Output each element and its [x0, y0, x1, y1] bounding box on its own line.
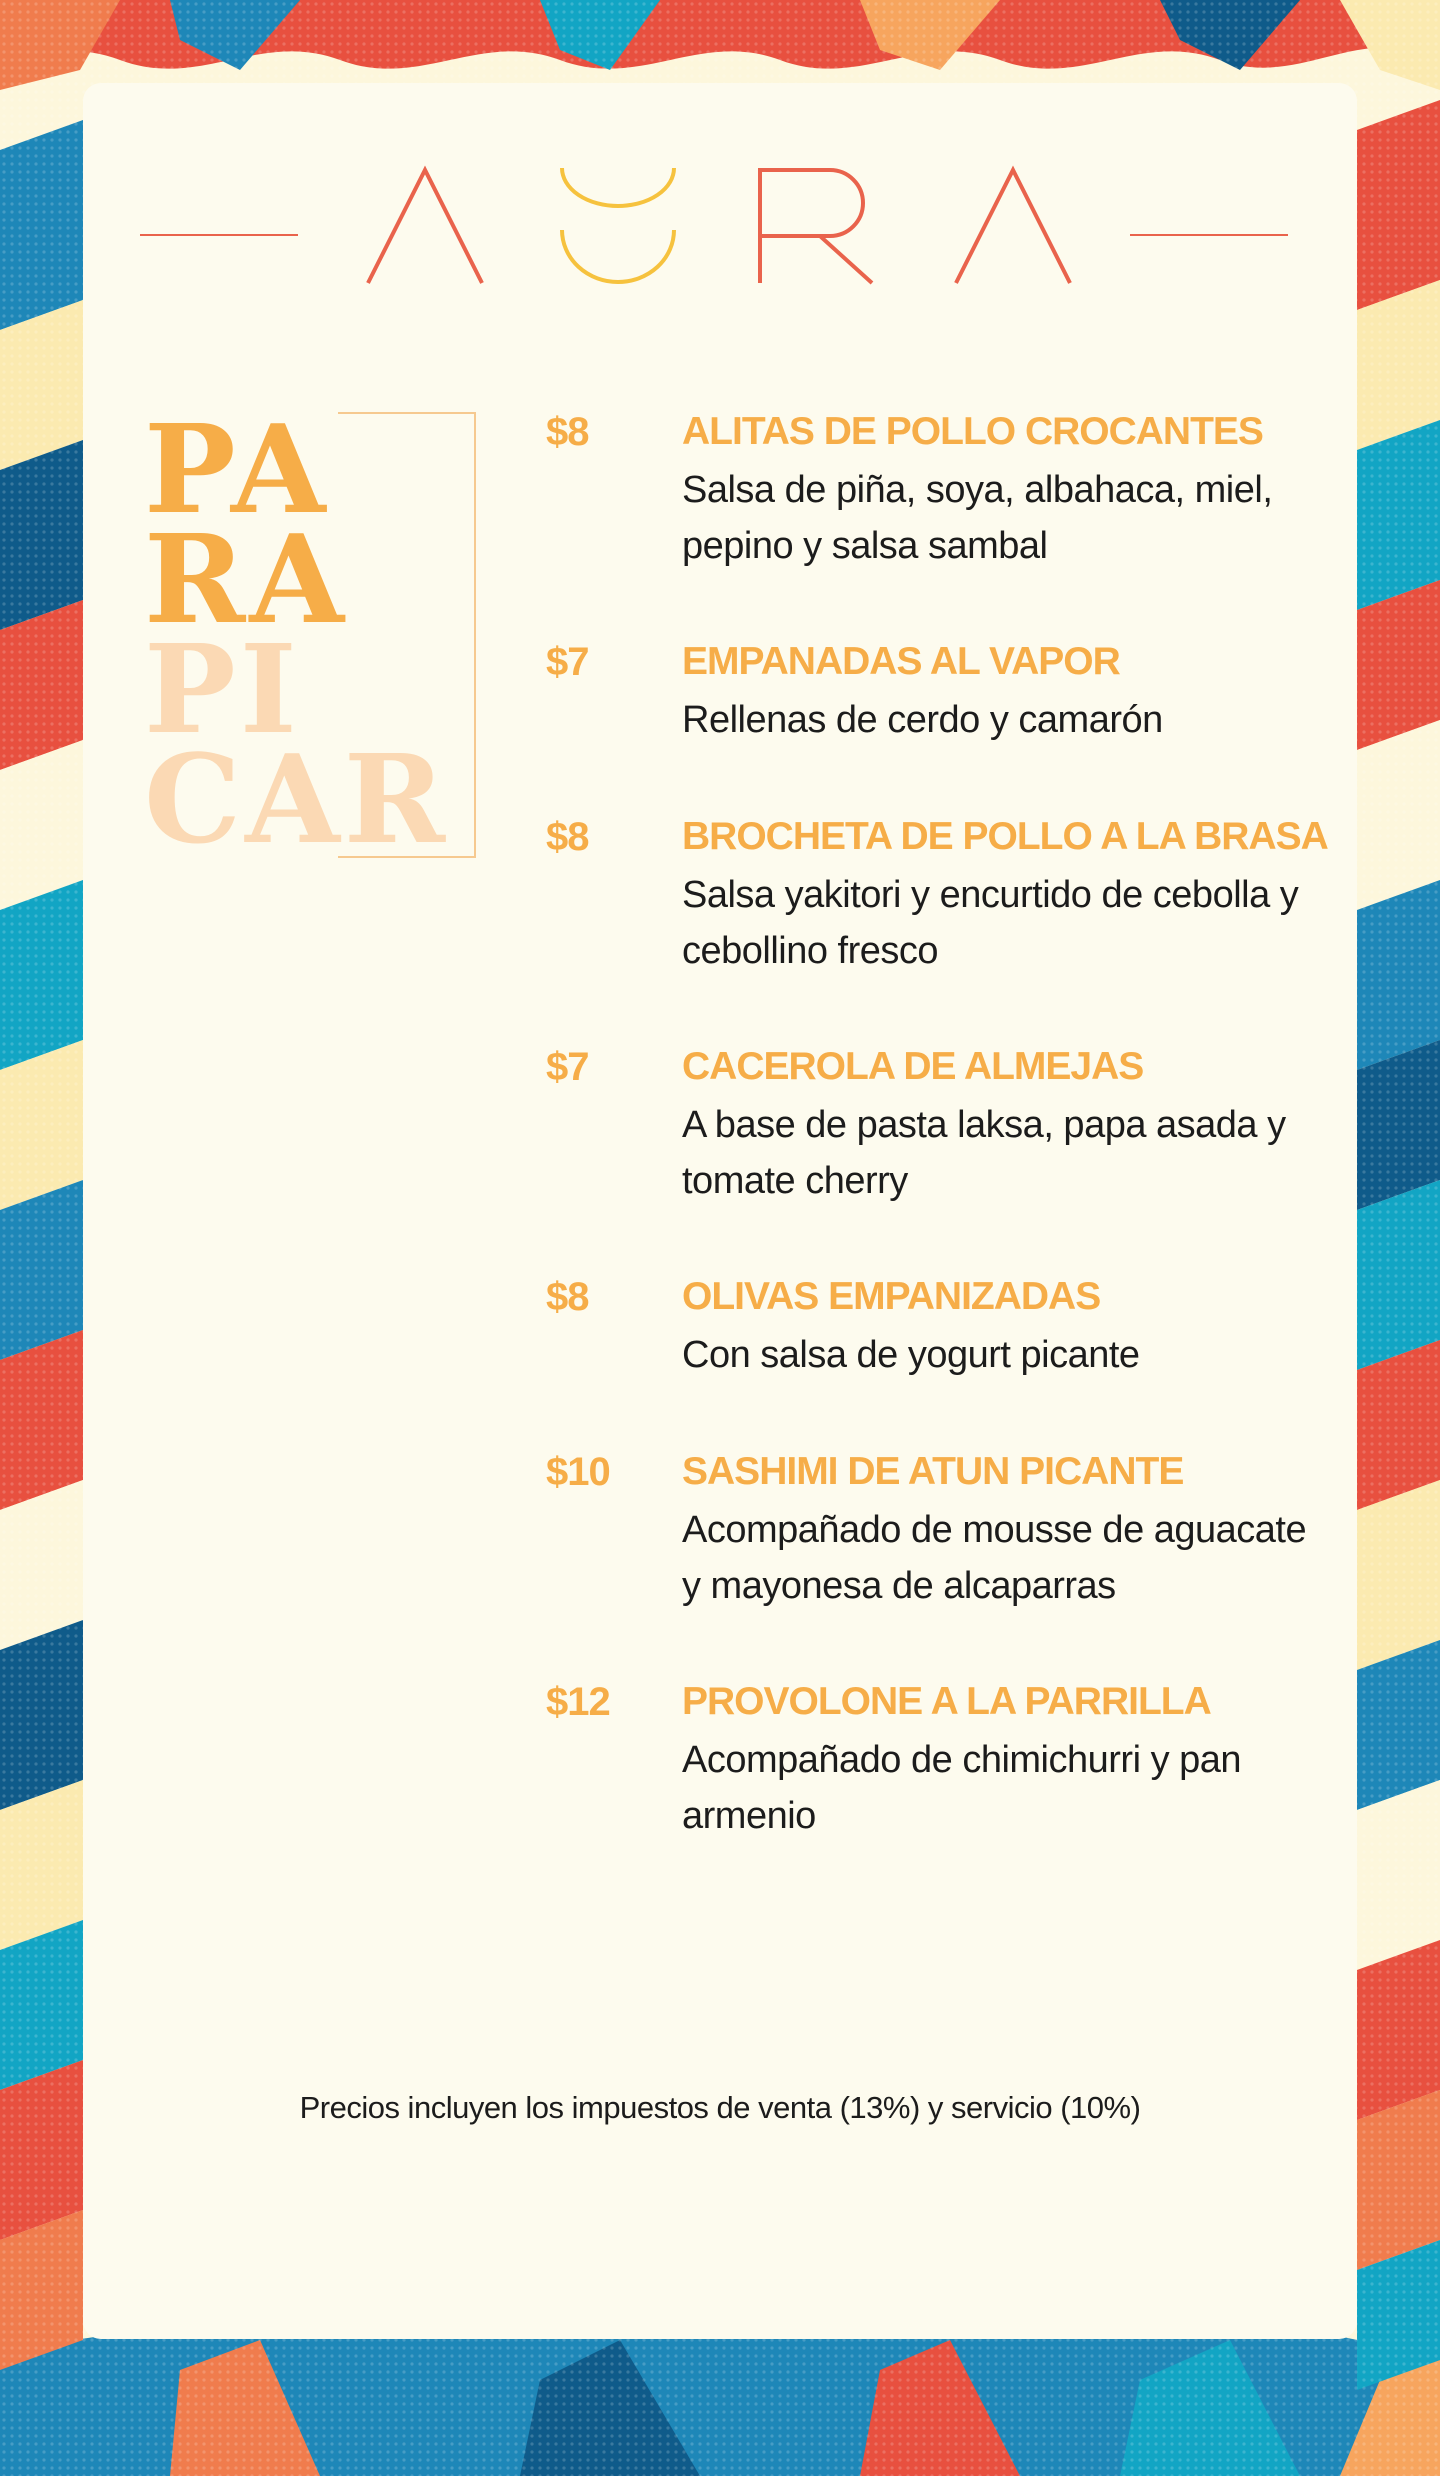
item-price: $10 — [546, 1450, 610, 1494]
item-price: $8 — [546, 1275, 589, 1319]
item-price: $7 — [546, 1045, 589, 1089]
item-description: Salsa yakitori y encurtido de cebolla y cebollino fresco — [682, 874, 1299, 972]
item-price: $12 — [546, 1680, 610, 1724]
item-description: Rellenas de cerdo y camarón — [682, 699, 1163, 741]
section-title — [138, 397, 478, 871]
price-footnote: Precios incluyen los impuestos de venta (13%) y servicio (10%) — [299, 2090, 1141, 2125]
aura-logo — [0, 0, 1440, 320]
item-description: Con salsa de yogurt picante — [682, 1334, 1140, 1376]
item-description: Acompañado de mousse de aguacate y mayonesa de alcaparras — [682, 1509, 1307, 1607]
title-frame-top — [338, 412, 474, 414]
title-line-1: PA — [144, 397, 330, 541]
item-name: EMPANADAS AL VAPOR — [682, 640, 1120, 683]
item-name: PROVOLONE A LA PARRILLA — [682, 1680, 1211, 1723]
item-name: SASHIMI DE ATUN PICANTE — [682, 1450, 1184, 1493]
title-line-2: RA — [144, 507, 349, 651]
item-description: Salsa de piña, soya, albahaca, miel, pepino y salsa sambal — [682, 469, 1273, 567]
item-name: BROCHETA DE POLLO A LA BRASA — [682, 815, 1328, 858]
item-price: $7 — [546, 640, 589, 684]
item-description: A base de pasta laksa, papa asada y tomate cherry — [682, 1104, 1286, 1202]
item-name: ALITAS DE POLLO CROCANTES — [682, 410, 1263, 453]
item-description: Acompañado de chimichurri y pan armenio — [682, 1739, 1242, 1837]
title-line-4: CAR — [144, 727, 450, 871]
item-price: $8 — [546, 410, 589, 454]
title-line-3: PI — [144, 617, 301, 761]
item-price: $8 — [546, 815, 589, 859]
item-name: OLIVAS EMPANIZADAS — [682, 1275, 1101, 1318]
item-name: CACEROLA DE ALMEJAS — [682, 1045, 1144, 1088]
